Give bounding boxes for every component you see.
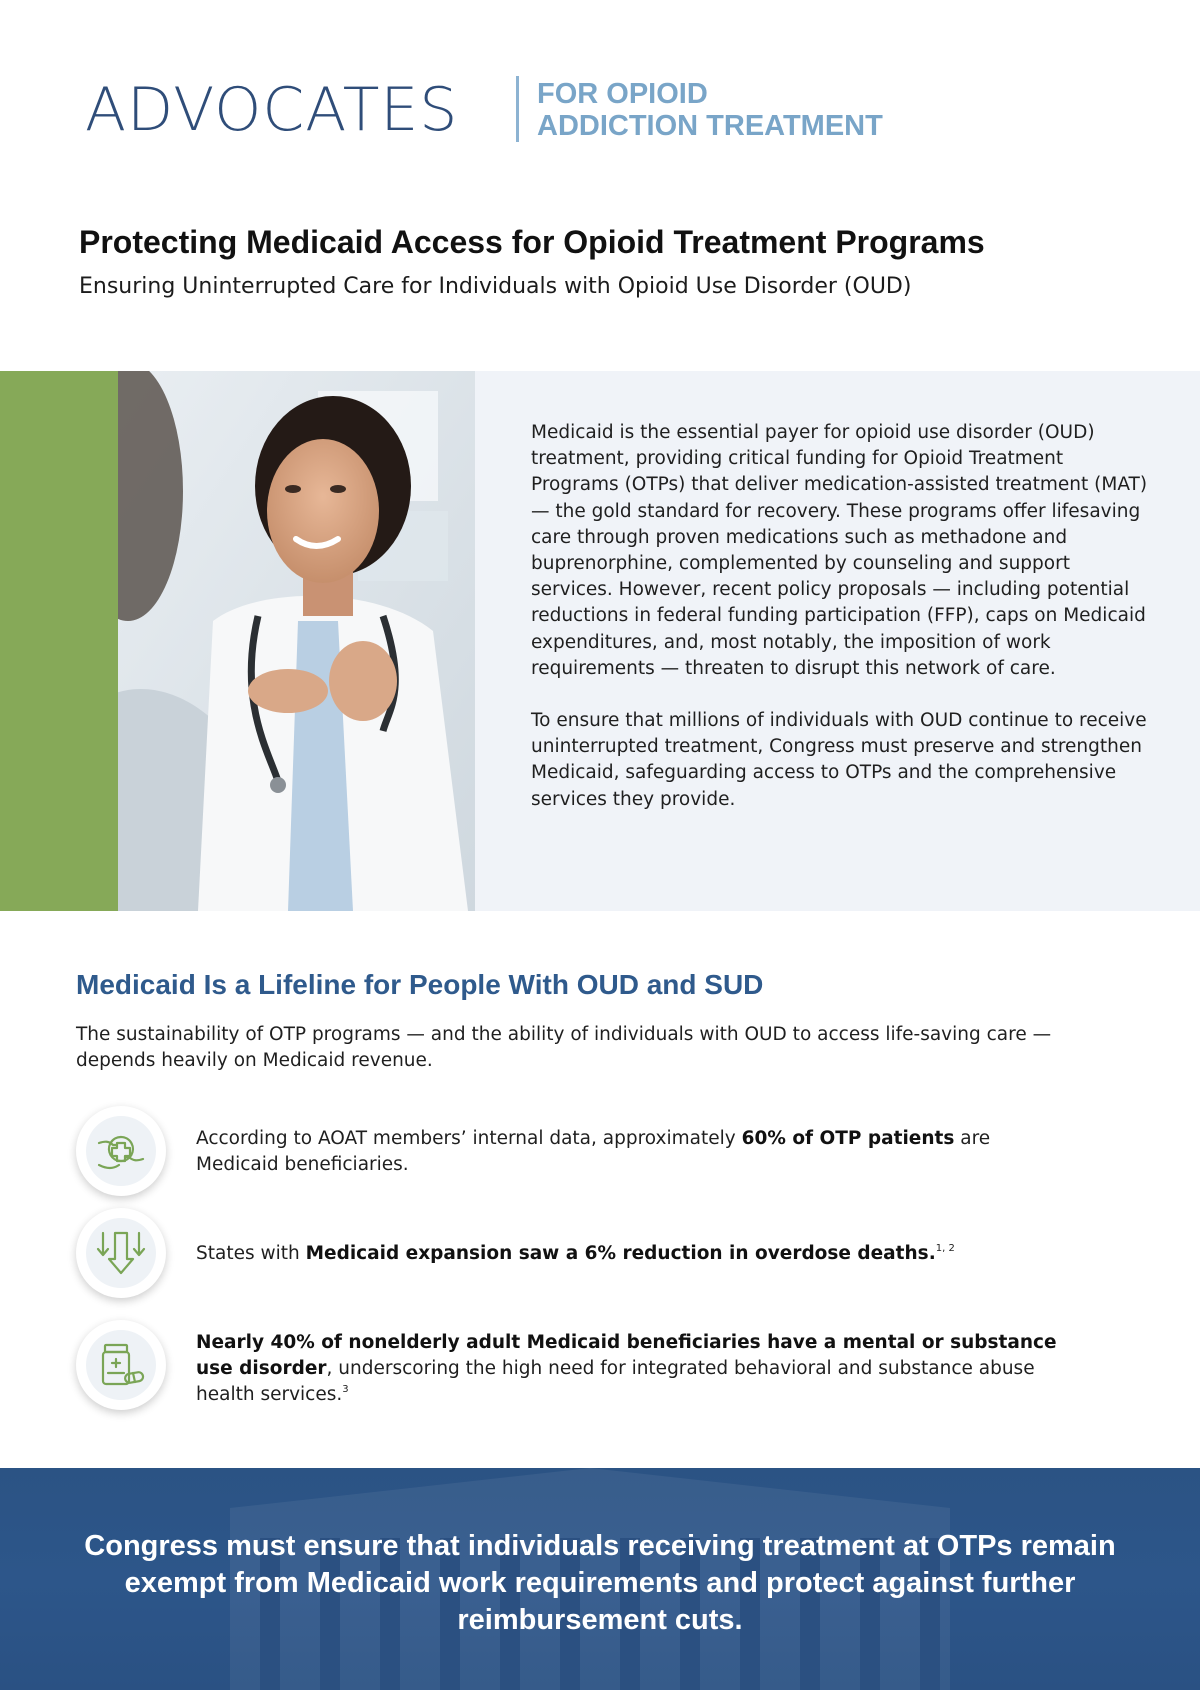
logo-tagline-line1: FOR OPIOID (537, 78, 708, 110)
stat-text (196, 1241, 1076, 1267)
stat-text (196, 1126, 1076, 1178)
intro-panel (475, 371, 1200, 911)
downward-arrows-icon (93, 1225, 149, 1281)
footnote-marker: 3 (342, 1384, 349, 1395)
logo-tagline-line2: ADDICTION TREATMENT (537, 110, 883, 142)
stat-text-post: are Medicaid beneficiaries. (196, 1128, 991, 1175)
stat-icon-badge (76, 1208, 166, 1298)
stat-text-post: , underscoring the high need for integrated behavioral and substance abuse health services. (196, 1358, 1035, 1405)
page-title: Protecting Medicaid Access for Opioid Treatment Programs (79, 224, 985, 260)
intro-paragraph: To ensure that millions of individuals with OUD continue to receive uninterrupted treatment, Congress must preserve and strengthen Medicaid, safeguarding access to OTPs and the comprehensive services they provide. (531, 710, 1147, 810)
stat-text-highlight: Medicaid expansion saw a 6% reduction in overdose deaths. (305, 1243, 936, 1264)
logo-tagline (537, 78, 883, 142)
call-to-action-text: Congress must ensure that individuals receiving treatment at OTPs remain exempt from Medicaid work requirements and protect against further reimbursement cuts. (84, 1530, 1116, 1636)
stat-text-pre: According to AOAT members’ internal data, approximately (196, 1128, 742, 1149)
intro-paragraph: Medicaid is the essential payer for opioid use disorder (OUD) treatment, providing critical funding for Opioid Treatment Programs (OTPs) that deliver medication-assisted treatment (MAT) — the gold standard for recovery. These programs offer lifesaving care through proven medications such as methadone and buprenorphine, complemented by counseling and support services. However, recent policy proposals — including potential reductions in federal funding participation (FFP), caps on Medicaid expenditures, and, most notably, the imposition of work requirements — threaten to disrupt this network of care. (531, 422, 1148, 679)
stat-icon-badge (76, 1320, 166, 1410)
logo-divider (516, 76, 519, 142)
medicine-bottle-icon (93, 1337, 149, 1393)
intro-text (531, 420, 1151, 813)
section-intro: The sustainability of OTP programs — and the ability of individuals with OUD to access life-saving care — depends heavily on Medicaid revenue. (76, 1024, 1052, 1071)
stat-icon-badge (76, 1106, 166, 1196)
accent-bar (0, 371, 118, 911)
doctor-photo (118, 371, 475, 911)
hands-medical-cross-icon (93, 1123, 149, 1179)
page-subtitle: Ensuring Uninterrupted Care for Individuals with Opioid Use Disorder (OUD) (79, 274, 912, 299)
stat-text-highlight: 60% of OTP patients (741, 1128, 955, 1149)
footnote-marker: 1, 2 (935, 1243, 955, 1254)
section-heading: Medicaid Is a Lifeline for People With OUD and SUD (76, 969, 764, 1000)
call-to-action-banner (0, 1468, 1200, 1690)
stat-text (196, 1330, 1076, 1408)
logo-wordmark: ADVOCATES (85, 75, 459, 145)
stat-text-pre: States with (196, 1243, 306, 1264)
stat-text-highlight: Nearly 40% of nonelderly adult Medicaid beneficiaries have a mental or substance use disorder (196, 1332, 1057, 1379)
